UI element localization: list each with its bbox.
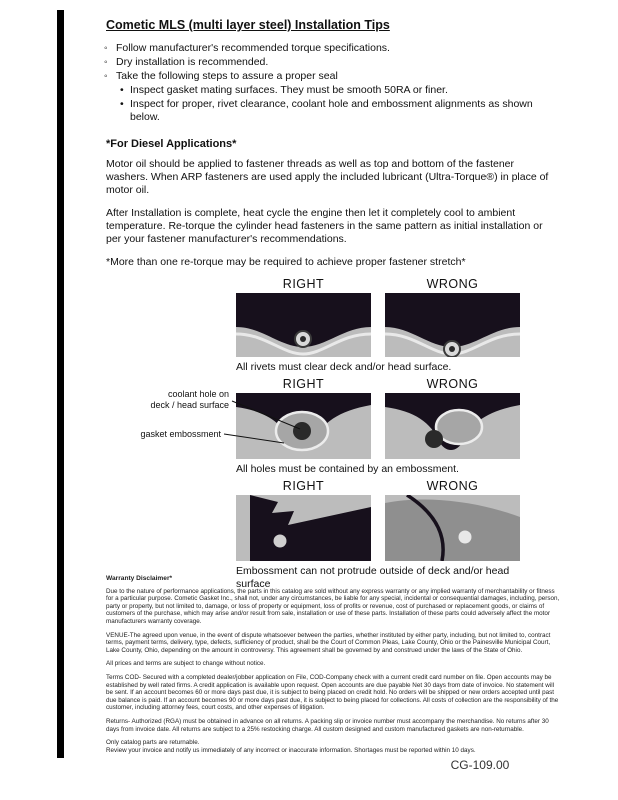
legal-paragraph: VENUE-The agreed upon venue, in the event of dispute whatsoever between the parties, whether instituted by either party, including, but not limited to, contract terms, payment terms, delivery, type, defects, sufficiency of product, shall be the Court of Common Pleas, Lake County, Ohio or the Painesville Municipal Court, Lake County, Ohio, depending on the amount in controversy. This agreement shall be governed by and construed under the laws of the State of Ohio.	[106, 631, 551, 654]
legal-paragraph: All prices and terms are subject to change without notice.	[106, 660, 266, 668]
warranty-disclaimer-heading: Warranty Disclaimer*	[106, 575, 173, 582]
annotation-line: coolant hole on	[167, 389, 229, 399]
legal-paragraph: Only catalog parts are returnable.	[106, 739, 200, 747]
deck-edge-wrong-figure	[385, 495, 520, 561]
embossment-protrudes-diagram-icon	[385, 495, 520, 561]
diesel-paragraph-1: Motor oil should be applied to fastener threads as well as top and bottom of the fastener washers. When ARP fasteners are used apply the included lubricant (Ultra-Torque®) in place of motor oil.	[106, 158, 549, 196]
figures-section	[106, 277, 565, 599]
page-title: Cometic MLS (multi layer steel) Installation Tips	[106, 18, 390, 32]
tip-item: ◦ Take the following steps to assure a proper seal	[106, 70, 565, 83]
installation-tips-list	[106, 42, 565, 83]
diesel-paragraph-2: After Installation is complete, heat cycle the engine then let it completely cool to ambient temperature. Re-torque the cylinder head fasteners in the same pattern as initial installation or per your fastener manufacturer's recommendations.	[106, 207, 543, 245]
row3-caption: Embossment can not protrude outside of deck and/or head surface	[236, 565, 510, 590]
embossment-right-figure	[236, 393, 371, 459]
page-number: CG-109.00	[450, 758, 510, 772]
installation-subtips-list	[106, 84, 565, 124]
legal-paragraph: Review your invoice and notify us immediately of any incorrect or inaccurate information. Shortages must be reported within 10 days.	[106, 746, 476, 754]
subtip-item: • Inspect for proper, rivet clearance, coolant hole and embossment alignments as shown below.	[120, 98, 565, 124]
row1-caption: All rivets must clear deck and/or head surface.	[236, 361, 452, 373]
legal-disclaimer-block	[106, 575, 561, 760]
legal-paragraph: Terms COD- Secured with a completed dealer/jobber application on File, COD-Company check with a current credit card number on file. Open accounts may be established by well rated firms. A credit application is available upon request. Open accounts are due payable Net 30 days from date of invoice. No statement will be sent. If an account becomes 60 or more days past due, it is subject to being placed on credit hold. No orders will be shipped or new orders accepted until past due balance is paid. If an account becomes 90 or more days past due, it is subject to being placed for collections. All costs of collection are the responsibility of the customer, including attorney fees, court costs, and other expenses of litigation.	[106, 673, 559, 712]
tip-item: ◦ Follow manufacturer's recommended torque specifications.	[106, 42, 565, 55]
diesel-applications-heading: *For Diesel Applications*	[106, 138, 237, 150]
legal-paragraph: Due to the nature of performance applications, the parts in this catalog are sold without any express warranty or any implied warranty of merchantability or fitness for a particular purpose. Cometic Gasket Inc., shall not, under any circumstances, be liable for any special, incidental or consequential damages, including, person, party or property, but not limited to, damage, or loss of property or equipment, loss of profits or revenue, cost of purchased or replacement goods, or claims of customers of the purchase, which may arise and/or result from sale, installation or use of these parts. Installation of these parts could adversely affect the motor manufacturers warranty coverage.	[106, 587, 560, 625]
gasket-embossment-annotation: gasket embossment	[140, 429, 221, 439]
left-border-bar	[57, 10, 64, 758]
subtip-item: • Inspect gasket mating surfaces. They must be smooth 50RA or finer.	[120, 84, 565, 97]
legal-paragraph: Returns- Authorized (RGA) must be obtained in advance on all returns. A packing slip or invoice number must accompany the merchandise. No returns after 30 days from invoice date. All returns are subject to a 25% restocking charge. All custom designed and custom manufactured gaskets are non-returnable.	[106, 717, 549, 733]
right-label-row1: RIGHT	[282, 277, 325, 291]
retorque-note: *More than one re-torque may be required to achieve proper fastener stretch*	[106, 256, 466, 268]
rivet-interfere-diagram-icon	[385, 293, 520, 357]
wrong-label-row2: WRONG	[426, 377, 479, 391]
annotation-line: deck / head surface	[150, 400, 229, 410]
deck-edge-right-figure	[236, 495, 371, 561]
rivet-clear-diagram-icon	[236, 293, 371, 357]
embossment-wrong-figure	[385, 393, 520, 459]
coolant-hole-annotation	[111, 389, 229, 411]
embossment-inside-diagram-icon	[236, 495, 371, 561]
wrong-label-row1: WRONG	[426, 277, 479, 291]
hole-contained-diagram-icon	[236, 393, 371, 459]
wrong-label-row3: WRONG	[426, 479, 479, 493]
row2-caption: All holes must be contained by an embossment.	[236, 463, 459, 475]
rivet-wrong-figure	[385, 293, 520, 357]
tip-item: ◦ Dry installation is recommended.	[106, 56, 565, 69]
right-label-row2: RIGHT	[282, 377, 325, 391]
rivet-right-figure	[236, 293, 371, 357]
main-content	[106, 18, 565, 599]
hole-not-contained-diagram-icon	[385, 393, 520, 459]
right-label-row3: RIGHT	[282, 479, 325, 493]
